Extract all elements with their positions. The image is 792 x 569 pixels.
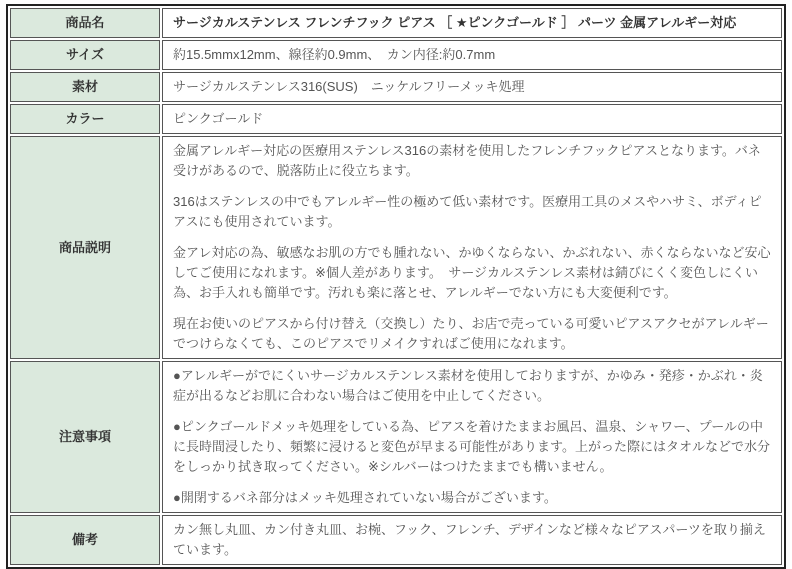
size-value: 約15.5mmx12mm、線径約0.9mm、 カン内径:約0.7mm [162,40,782,70]
color-value: ピンクゴールド [162,104,782,134]
row-label-product-name: 商品名 [10,8,160,38]
row-label-size: サイズ [10,40,160,70]
table-row-remarks [10,515,782,565]
table-row-notes [10,361,782,513]
row-label-material: 素材 [10,72,160,102]
notes-paragraph: ●アレルギーがでにくいサージカルステンレス素材を使用しておりますが、かゆみ・発疹・かぶれ・炎症が出るなどお肌に合わない場合はご使用を中止してください。 [173,368,763,403]
notes-value [162,361,782,513]
row-label-notes: 注意事項 [10,361,160,513]
description-paragraph: 金アレ対応の為、敏感なお肌の方でも腫れない、かゆくならない、かぶれない、赤くならないなど安心してご使用になれます。※個人差があります。 サージカルステンレス素材は錆びにくく変色しにくい為、お手入れも簡単です。汚れも楽に落とせ、アレルギーでない方にも大変便利です。 [173,245,771,300]
description-paragraph: 金属アレルギー対応の医療用ステンレス316の素材を使用したフレンチフックピアスとなります。バネ受けがあるので、脱落防止に役立ちます。 [173,143,761,178]
material-value: サージカルステンレス316(SUS) ニッケルフリーメッキ処理 [162,72,782,102]
product-spec-table [6,4,786,569]
product-name-value: サージカルステンレス フレンチフック ピアス ［ ★ピンクゴールド ］ パーツ 金属アレルギー対応 [162,8,782,38]
row-label-color: カラー [10,104,160,134]
remarks-value: カン無し丸皿、カン付き丸皿、お椀、フック、フレンチ、デザインなど様々なピアスパーツを取り揃えています。 [162,515,782,565]
row-label-description: 商品説明 [10,136,160,359]
table-row-product-name [10,8,782,38]
description-paragraph: 現在お使いのピアスから付け替え（交換し）たり、お店で売っている可愛いピアスアクセがアレルギーでつけらなくても、このピアスでリメイクすればご使用になれます。 [173,316,769,351]
notes-paragraph: ●開閉するバネ部分はメッキ処理されていない場合がございます。 [173,490,557,505]
row-label-remarks: 備考 [10,515,160,565]
description-paragraph: 316はステンレスの中でもアレルギー性の極めて低い素材です。医療用工具のメスやハサミ、ボディピアスにも使用されています。 [173,194,762,229]
table-row-size [10,40,782,70]
table-row-description [10,136,782,359]
table-row-color [10,104,782,134]
description-value [162,136,782,359]
notes-paragraph: ●ピンクゴールドメッキ処理をしている為、ピアスを着けたままお風呂、温泉、シャワー、プールの中に長時間浸したり、頻繁に浸けると変色が早まる可能性があります。上がった際にはタオルなどで水分をしっかり拭き取ってください。※シルバーはつけたままでも構いません。 [173,419,770,474]
table-row-material [10,72,782,102]
